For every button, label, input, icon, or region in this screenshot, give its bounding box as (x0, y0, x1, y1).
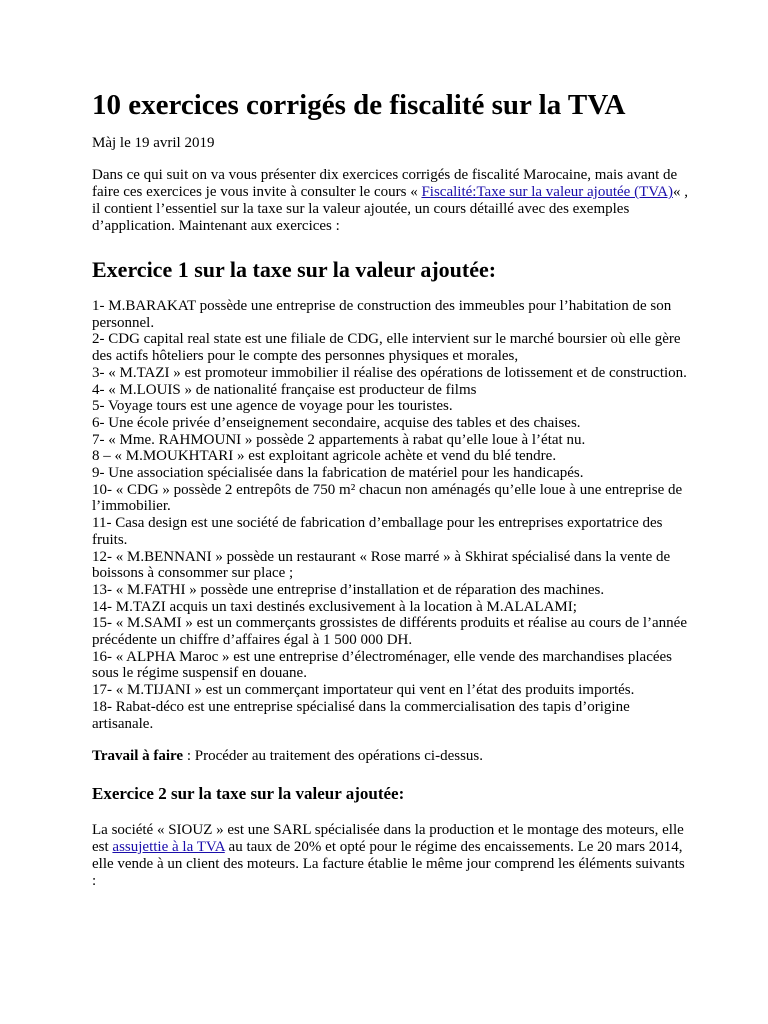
list-item: 18- Rabat-déco est une entreprise spécialisé dans la commercialisation des tapis d’origine artisanale. (92, 698, 630, 732)
exercise1-heading: Exercice 1 sur la taxe sur la valeur ajoutée: (92, 257, 497, 282)
exercise2-heading: Exercice 2 sur la taxe sur la valeur ajoutée: (92, 784, 405, 804)
list-item: 10- « CDG » possède 2 entrepôts de 750 m² chacun non aménagés qu’elle loue à une entreprise de l’immobilier. (92, 481, 683, 515)
list-item: 4- « M.LOUIS » de nationalité française est producteur de films (92, 381, 477, 398)
list-item: 17- « M.TIJANI » est un commerçant importateur qui vent en l’état des produits importés. (92, 682, 635, 699)
tva-link[interactable]: assujettie à la TVA (112, 839, 225, 856)
exercise1-list (92, 298, 688, 732)
exercise2-text-after-link: au taux de 20% et opté pour le régime des encaissements. Le 20 mars 2014, elle vende à un client des moteurs. La facture établie le même jour comprend les éléments suivants : (92, 839, 685, 890)
list-item: 12- « M.BENNANI » possède un restaurant « Rose marré » à Skhirat spécialisé dans la vente de boissons à consommer sur place ; (92, 548, 671, 582)
task-label: Travail à faire (92, 748, 184, 765)
list-item: 15- « M.SAMI » est un commerçants grossistes de différents produits et réalise au cours de l’année précédente un chiffre d’affaires égal à 1 500 000 DH. (92, 615, 687, 649)
task-text: : Procéder au traitement des opérations ci-dessus. (183, 748, 483, 765)
list-item: 9- Une association spécialisée dans la fabrication de matériel pour les handicapés. (92, 465, 584, 482)
list-item: 11- Casa design est une société de fabrication d’emballage pour les entreprises exportatrice des fruits. (92, 515, 663, 548)
list-item: 7- « Mme. RAHMOUNI » possède 2 appartements à rabat qu’elle loue à l’état nu. (92, 431, 586, 448)
task-line (92, 748, 688, 765)
intro-paragraph (92, 167, 688, 235)
intro-text-before-link: Dans ce qui suit on va vous présenter dix exercices corrigés de fiscalité Marocaine, mais avant de faire ces exercices je vous invite à consulter le cours « (92, 167, 678, 200)
page-title: 10 exercices corrigés de fiscalité sur la TVA (92, 89, 626, 121)
list-item: 13- « M.FATHI » possède une entreprise d’installation et de réparation des machines. (92, 581, 605, 598)
article-body (92, 86, 688, 890)
list-item: 2- CDG capital real state est une filiale de CDG, elle intervient sur le marché boursier où elle gère des actifs hôteliers pour le compte des personnes physiques et morales, (92, 331, 681, 365)
exercise2-text-before-link: La société « SIOUZ » est une SARL spécialisée dans la production et le montage des moteurs, elle est (92, 822, 684, 856)
exercise2-paragraph (92, 822, 688, 890)
list-item: 16- « ALPHA Maroc » est une entreprise d’électroménager, elle vende des marchandises placées sous le régime suspensif en douane. (92, 648, 673, 682)
list-item: 8 – « M.MOUKHTARI » est exploitant agricole achète et vend du blé tendre. (92, 448, 557, 465)
list-item: 3- « M.TAZI » est promoteur immobilier il réalise des opérations de lotissement et de construction. (92, 364, 687, 381)
list-item: 14- M.TAZI acquis un taxi destinés exclusivement à la location à M.ALALAMI; (92, 598, 577, 615)
update-date: Màj le 19 avril 2019 (92, 135, 215, 151)
list-item: 5- Voyage tours est une agence de voyage pour les touristes. (92, 398, 453, 415)
list-item: 1- M.BARAKAT possède une entreprise de construction des immeubles pour l’habitation de son personnel. (92, 298, 672, 331)
list-item: 6- Une école privée d’enseignement secondaire, acquise des tables et des chaises. (92, 414, 581, 431)
intro-text-after-link: « , il contient l’essentiel sur la taxe sur la valeur ajoutée, un cours détaillé avec des exemples d’application. Maintenant aux exercices : (92, 184, 688, 234)
course-link[interactable]: Fiscalité:Taxe sur la valeur ajoutée (TVA) (421, 184, 673, 200)
